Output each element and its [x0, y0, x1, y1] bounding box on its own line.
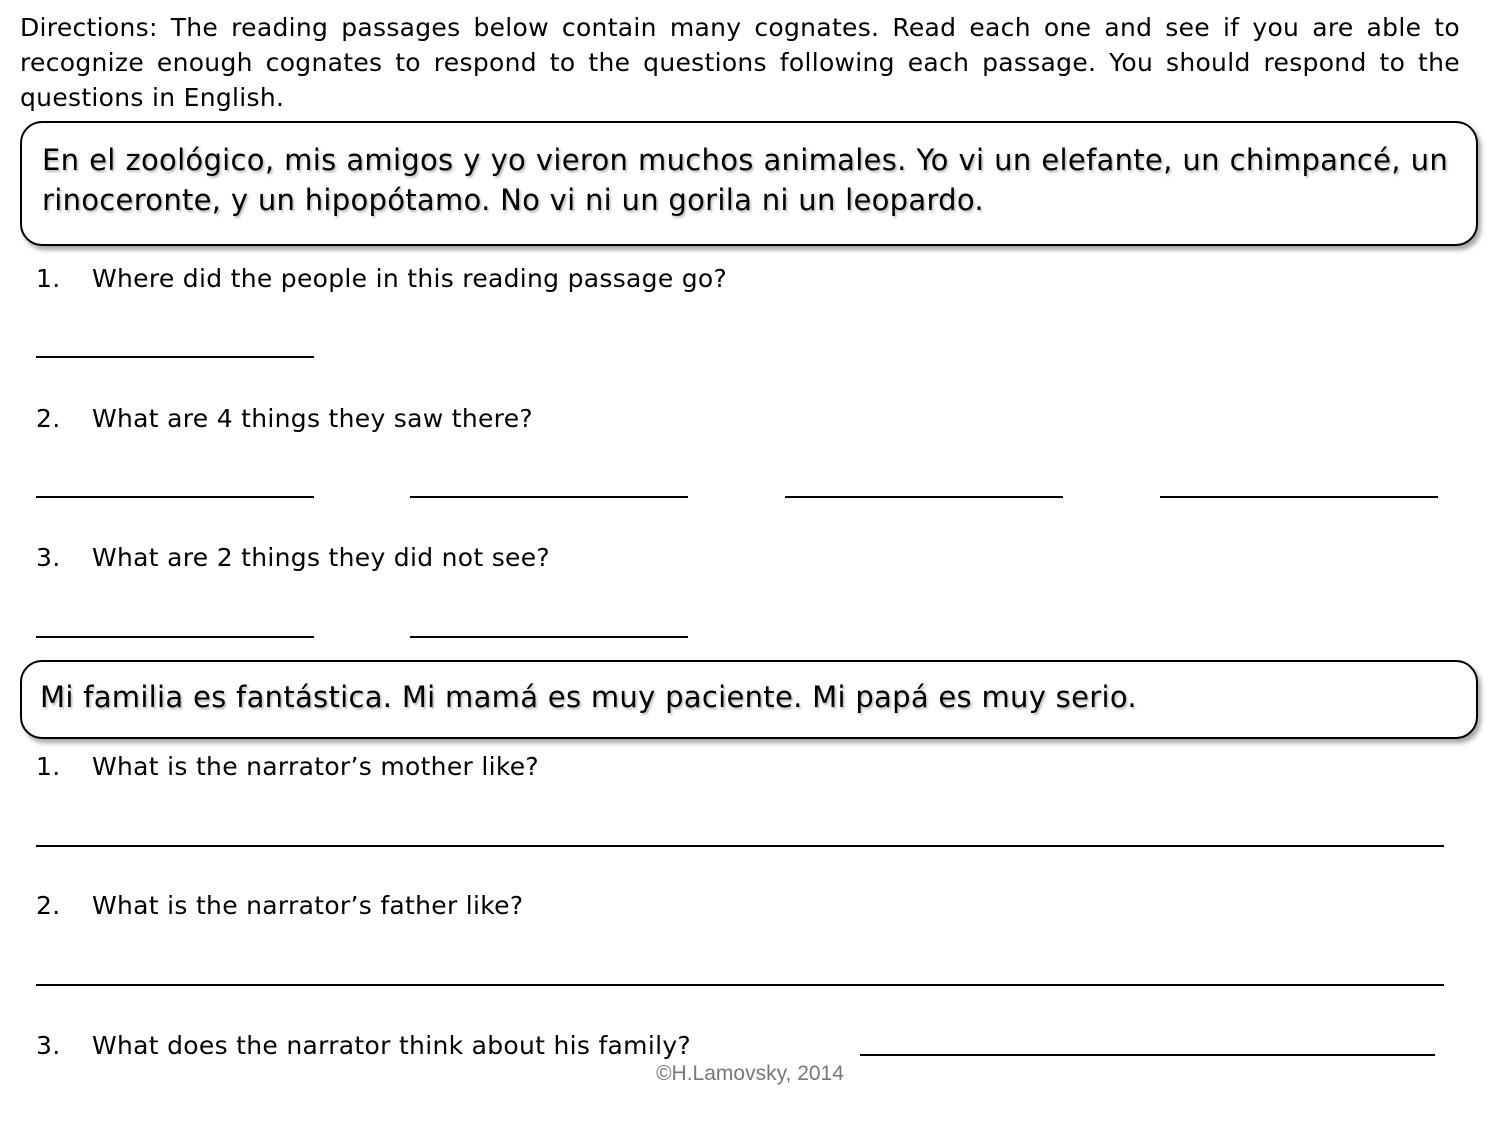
passage-1-text: En el zoológico, mis amigos y yo vieron muchos animales. Yo vi un elefante, un chimpancé, un rinoceronte, y un hipopótamo. No vi ni un gorila ni un leopardo.: [42, 143, 1448, 217]
answer-line[interactable]: [36, 845, 1444, 847]
question-number: 3.: [36, 543, 61, 572]
question-number: 1.: [36, 752, 61, 781]
reading-passage-2: [20, 660, 1478, 739]
answer-line[interactable]: [410, 636, 688, 638]
passage-2-text: Mi familia es fantástica. Mi mamá es muy paciente. Mi papá es muy serio.: [40, 680, 1137, 714]
directions-text: Directions: The reading passages below contain many cognates. Read each one and see if you are able to recognize enough cognates to respond to the questions following each passage. You should respond to the questions in English.: [20, 13, 1460, 112]
question-number: 2.: [36, 891, 61, 920]
answer-line[interactable]: [860, 1054, 1435, 1056]
question-text: What does the narrator think about his family?: [92, 1031, 691, 1060]
question-text: What are 4 things they saw there?: [92, 404, 533, 433]
answer-line[interactable]: [410, 496, 688, 498]
answer-line[interactable]: [785, 496, 1063, 498]
answer-line[interactable]: [1160, 496, 1438, 498]
copyright-notice: ©H.Lamovsky, 2014: [656, 1062, 844, 1085]
answer-line[interactable]: [36, 984, 1444, 986]
question-number: 2.: [36, 404, 61, 433]
answer-line[interactable]: [36, 496, 314, 498]
question-text: What is the narrator’s mother like?: [92, 752, 539, 781]
answer-line[interactable]: [36, 636, 314, 638]
question-text: Where did the people in this reading passage go?: [92, 264, 728, 293]
question-text: What is the narrator’s father like?: [92, 891, 524, 920]
question-number: 1.: [36, 264, 61, 293]
question-text: What are 2 things they did not see?: [92, 543, 550, 572]
answer-line[interactable]: [36, 356, 314, 358]
reading-passage-1: [20, 121, 1478, 246]
question-number: 3.: [36, 1031, 61, 1060]
